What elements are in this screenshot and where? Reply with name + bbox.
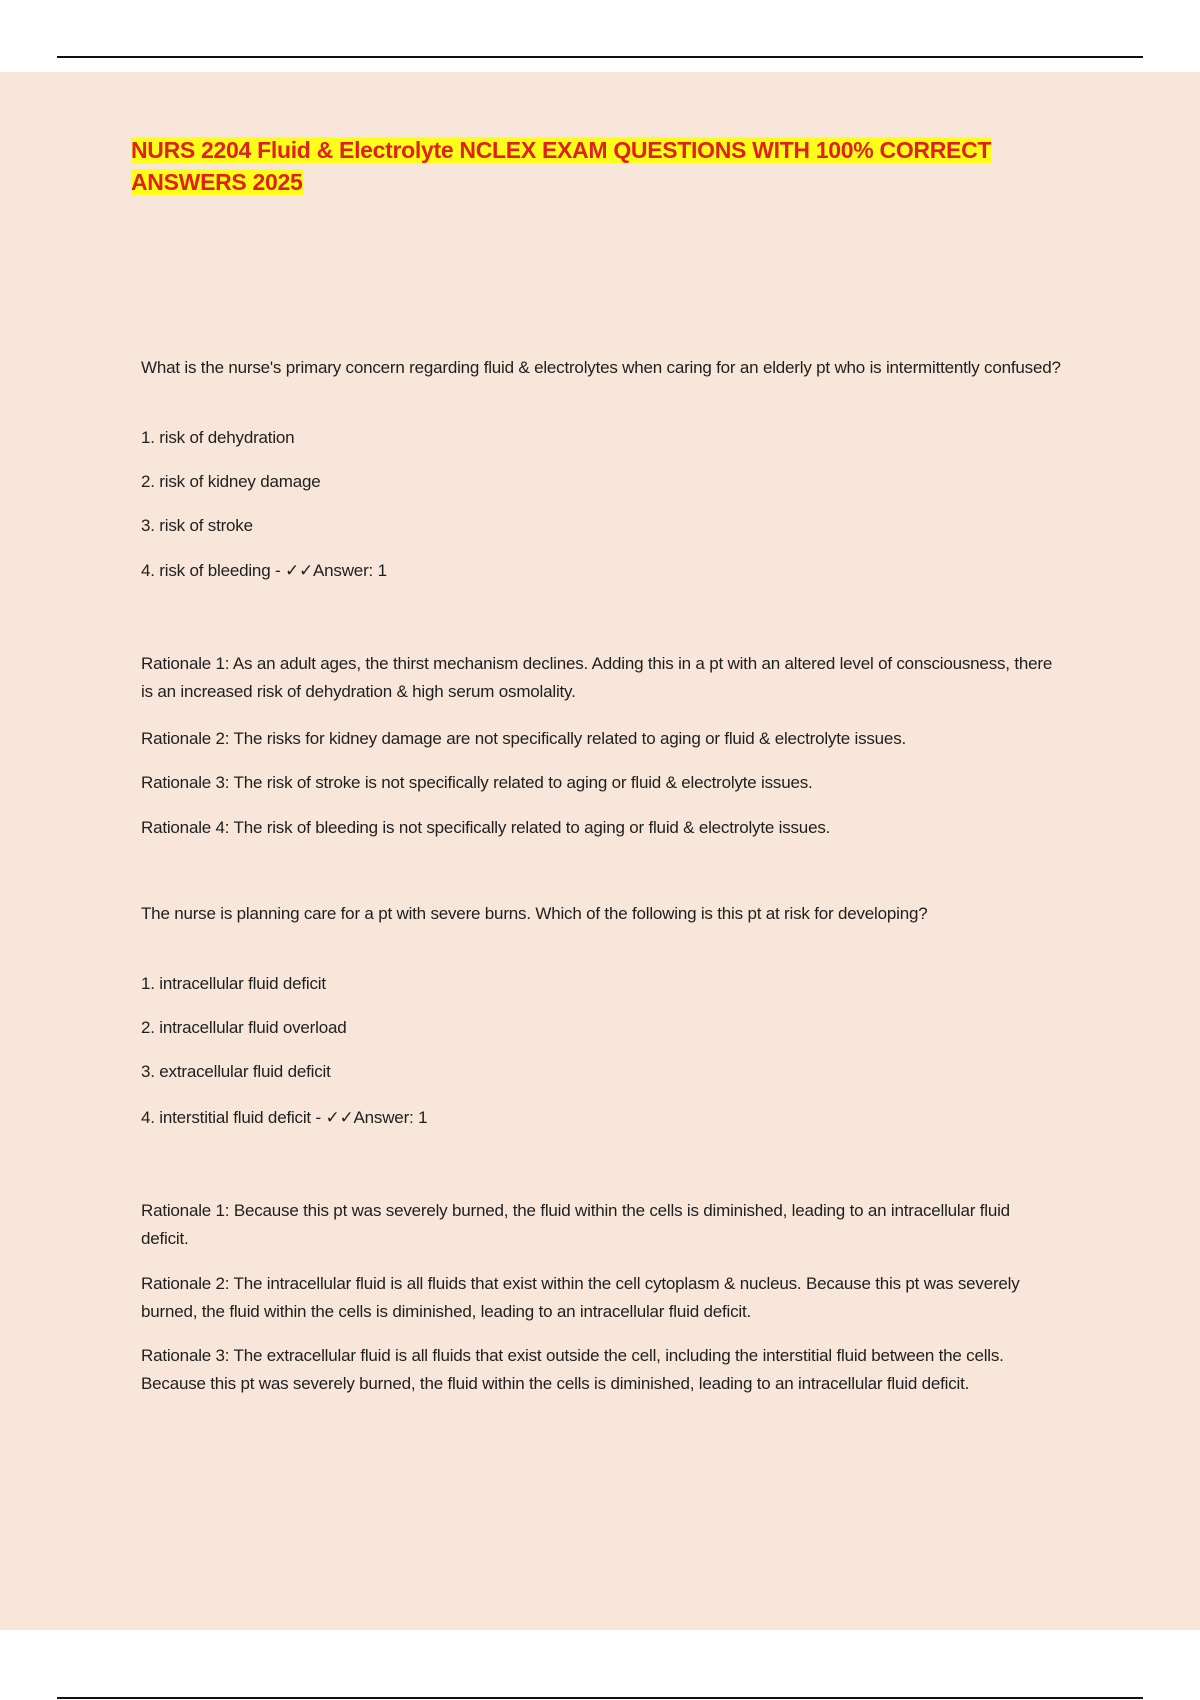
question-1-option-3: 3. risk of stroke [141,516,253,535]
question-1-option-4-answer: 4. risk of bleeding - ✓✓Answer: 1 [141,561,387,580]
question-1-rationale-4: Rationale 4: The risk of bleeding is not specifically related to aging or fluid & electrolyte issues. [141,818,831,837]
question-2-option-3: 3. extracellular fluid deficit [141,1062,331,1081]
question-2-option-2: 2. intracellular fluid overload [141,1018,347,1037]
question-1-rationale-3: Rationale 3: The risk of stroke is not specifically related to aging or fluid & electrolyte issues. [141,773,813,792]
question-2-option-4-answer: 4. interstitial fluid deficit - ✓✓Answer: 1 [141,1108,428,1127]
question-1-option-2: 2. risk of kidney damage [141,472,321,491]
question-2-prompt: The nurse is planning care for a pt with severe burns. Which of the following is this pt at risk for developing? [141,904,928,923]
question-2-rationale-3: Rationale 3: The extracellular fluid is all fluids that exist outside the cell, including the interstitial fluid between the cells. Because this pt was severely burned, the fluid within the cells is diminished, leading to an intracellular fluid deficit. [141,1346,1004,1393]
question-2-option-1: 1. intracellular fluid deficit [141,974,326,993]
question-1-rationale-1: Rationale 1: As an adult ages, the thirst mechanism declines. Adding this in a pt with an altered level of consciousness, there is an increased risk of dehydration & high serum osmolality. [141,654,1053,701]
top-rule [57,56,1143,58]
document-title: NURS 2204 Fluid & Electrolyte NCLEX EXAM QUESTIONS WITH 100% CORRECT ANSWERS 2025 [131,137,992,195]
question-2-rationale-2: Rationale 2: The intracellular fluid is all fluids that exist within the cell cytoplasm & nucleus. Because this pt was severely burned, the fluid within the cells is diminished, leading to an intracellular fluid deficit. [141,1274,1020,1321]
bottom-rule [57,1697,1143,1699]
question-1-prompt: What is the nurse's primary concern regarding fluid & electrolytes when caring for an elderly pt who is intermittently confused? [141,358,1061,377]
question-2-rationale-1: Rationale 1: Because this pt was severely burned, the fluid within the cells is diminished, leading to an intracellular fluid deficit. [141,1201,1010,1248]
question-1-rationale-2: Rationale 2: The risks for kidney damage are not specifically related to aging or fluid & electrolyte issues. [141,729,907,748]
question-1-option-1: 1. risk of dehydration [141,428,295,447]
